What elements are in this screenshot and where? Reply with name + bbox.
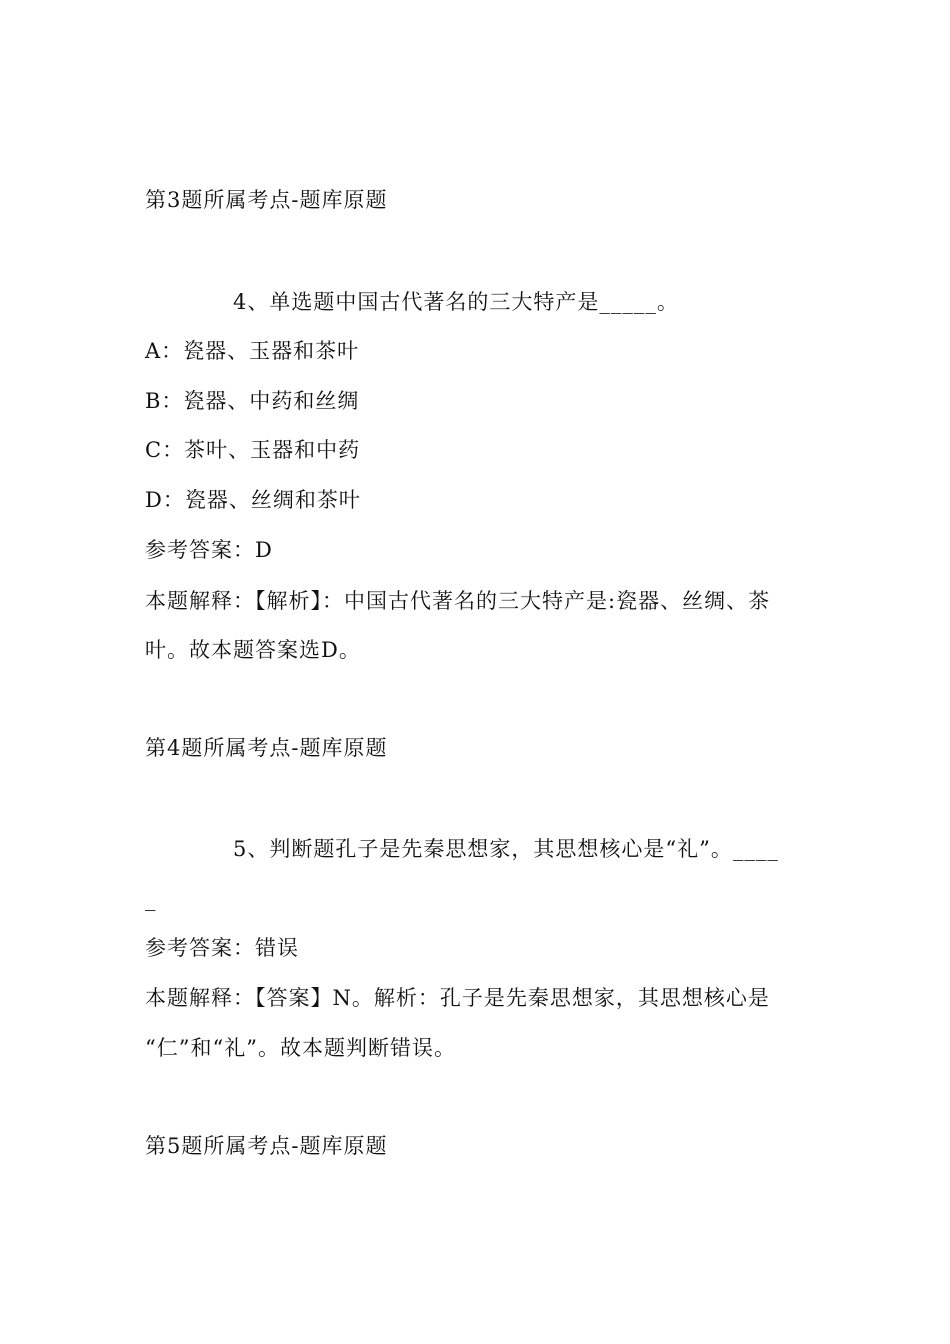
- q5-question-stem-line-2: _: [145, 887, 157, 911]
- q3-source-label: 第3题所属考点-题库原题: [145, 188, 388, 212]
- q5-explanation-line-1: 本题解释：【答案】N。解析：孔子是先秦思想家，其思想核心是: [145, 986, 770, 1010]
- q4-option-c: C：茶叶、玉器和中药: [145, 438, 361, 462]
- q4-answer: 参考答案：D: [145, 538, 273, 562]
- q4-question-stem: 4、单选题中国古代著名的三大特产是_____。: [233, 290, 679, 314]
- q5-answer: 参考答案：错误: [145, 936, 299, 960]
- q4-source-label: 第4题所属考点-题库原题: [145, 736, 388, 760]
- q5-explanation-line-2: “仁”和“礼”。故本题判断错误。: [145, 1036, 456, 1060]
- q4-explanation-line-2: 叶。故本题答案选D。: [145, 638, 361, 662]
- q5-question-stem-line-1: 5、判断题孔子是先秦思想家，其思想核心是“礼”。____: [233, 837, 779, 861]
- q4-option-a: A：瓷器、玉器和茶叶: [145, 339, 360, 363]
- q5-source-label: 第5题所属考点-题库原题: [145, 1134, 388, 1158]
- q4-option-b: B：瓷器、中药和丝绸: [145, 389, 360, 413]
- q4-option-d: D：瓷器、丝绸和茶叶: [145, 488, 361, 512]
- q4-explanation-line-1: 本题解释：【解析】：中国古代著名的三大特产是:瓷器、丝绸、茶: [145, 589, 771, 613]
